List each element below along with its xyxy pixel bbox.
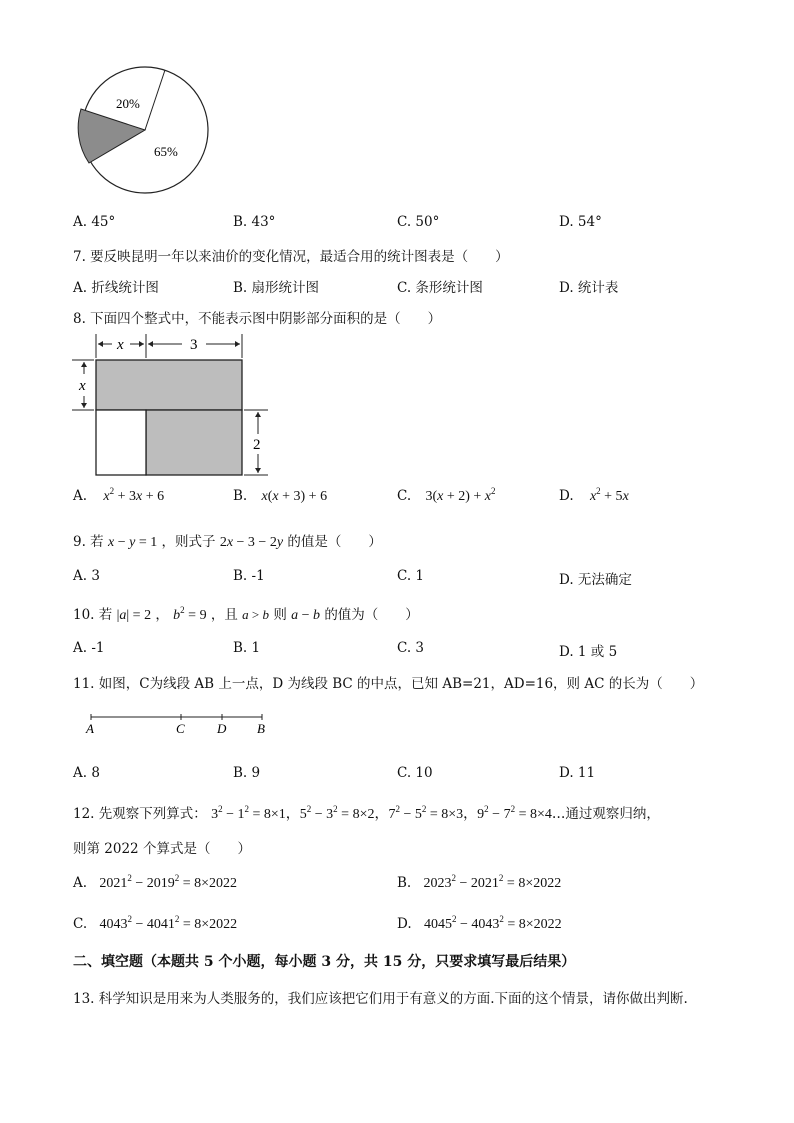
q12-stem-line2: 则第 2022 个算式是（ ） (73, 841, 251, 857)
q10-b-squared: $b^2 = 9$ (173, 605, 207, 623)
q11-segment-figure (80, 708, 280, 738)
q12-stem-line1 (73, 802, 660, 823)
q9-option-b[interactable]: B. -1 (233, 568, 265, 584)
q11-stem: 11. 如图，C为线段 AB 上一点，D 为线段 BC 的中点，已知 AB=21，AD=16，则 AC 的长为（ ） (73, 676, 704, 692)
q12-option-c-letter: C. (73, 916, 88, 932)
q6-option-c[interactable]: C. 50° (397, 214, 440, 230)
q10-a-gt-b: a > b (242, 607, 270, 622)
q11-option-b[interactable]: B. 9 (233, 765, 261, 781)
q11-point-a: A (86, 721, 94, 736)
q10-prefix: 10. 若 (73, 607, 113, 623)
q11-option-d[interactable]: D. 11 (559, 765, 596, 781)
q12-option-c[interactable] (73, 916, 237, 933)
q12-sample-equations: $3^2 - 1^2 = 8\times 1$，$5^2 - 3^2 = 8\times 2$，$7^2 - 5^2 = 8\times 3$，$9^2 - 7^2 = 8\times 4$ (211, 804, 552, 822)
q8-option-a-expr: $x^2 + 3x + 6$ (103, 486, 165, 504)
q12-option-b[interactable] (397, 875, 561, 892)
q12-option-d-letter: D. (397, 916, 412, 932)
q11-point-b: B (257, 721, 265, 736)
q10-then: 则 (273, 607, 287, 623)
q9-prefix: 9. 若 (73, 534, 104, 550)
q10-abs-a: |a| = 2 (116, 608, 152, 623)
pie-chart (70, 62, 220, 202)
q10-a-minus-b: a − b (291, 608, 321, 623)
pie-label-65: 65% (154, 144, 178, 159)
q8-dim-x-left: x (79, 378, 86, 394)
q9-option-a[interactable]: A. 3 (73, 568, 100, 584)
q9-stem (73, 530, 382, 551)
q8-option-c-letter: C. (397, 488, 412, 504)
q12-tail: …通过观察归纳， (551, 806, 660, 822)
q6-option-d[interactable]: D. 54° (559, 214, 602, 230)
q8-dim-3: 3 (190, 337, 198, 353)
q8-white-square (96, 410, 146, 475)
q8-option-b-expr: x(x + 3) + 6 (261, 489, 328, 504)
q8-option-a[interactable] (73, 488, 164, 505)
q10-option-b[interactable]: B. 1 (233, 640, 261, 656)
q9-condition: x − y = 1 (107, 535, 158, 550)
q7-option-a[interactable]: A. 折线统计图 (73, 280, 159, 296)
q8-option-c[interactable] (397, 488, 496, 505)
q10-stem (73, 603, 419, 624)
q9-option-c[interactable]: C. 1 (397, 568, 425, 584)
q9-mid: ，则式子 (161, 534, 216, 550)
q13-stem: 13. 科学知识是用来为人类服务的，我们应该把它们用于有意义的方面.下面的这个情景，请你做出判断. (73, 991, 688, 1007)
q8-option-c-expr: $3(x + 2) + x^2$ (425, 486, 496, 504)
q6-option-b[interactable]: B. 43° (233, 214, 276, 230)
pie-label-20: 20% (116, 96, 140, 111)
q8-stem: 8. 下面四个整式中，不能表示图中阴影部分面积的是（ ） (73, 311, 442, 327)
q12-option-b-expr: $2023^2 - 2021^2 = 8\times 2022$ (423, 873, 562, 891)
q11-point-c: C (176, 721, 185, 736)
q12-option-d-expr: $4045^2 - 4043^2 = 8\times 2022$ (423, 914, 562, 932)
q9-option-d[interactable]: D. 无法确定 (559, 572, 632, 588)
q8-option-b-letter: B. (233, 488, 248, 504)
q8-option-b[interactable] (233, 488, 327, 505)
q10-option-c[interactable]: C. 3 (397, 640, 425, 656)
q12-option-a[interactable] (73, 875, 237, 892)
q7-stem: 7. 要反映昆明一年以来油价的变化情况，最适合用的统计图表是（ ） (73, 249, 509, 265)
q12-prefix: 12. 先观察下列算式： (73, 806, 207, 822)
q8-option-d-letter: D. (559, 488, 574, 504)
q8-option-d-expr: $x^2 + 5x$ (589, 486, 629, 504)
q10-option-a[interactable]: A. -1 (73, 640, 105, 656)
q7-option-c[interactable]: C. 条形统计图 (397, 280, 483, 296)
q8-option-d[interactable] (559, 488, 629, 505)
q11-point-d: D (217, 721, 227, 736)
q10-comma-1: ， (155, 607, 169, 623)
q7-option-d[interactable]: D. 统计表 (559, 280, 619, 296)
q7-option-b[interactable]: B. 扇形统计图 (233, 280, 320, 296)
q8-option-a-letter: A. (73, 488, 88, 504)
q10-option-d[interactable]: D. 1 或 5 (559, 644, 618, 660)
q6-option-a[interactable]: A. 45° (73, 214, 116, 230)
q12-option-a-letter: A. (73, 875, 88, 891)
q10-comma-2: ，且 (210, 607, 238, 623)
q9-suffix: 的值是（ ） (287, 534, 382, 550)
q12-option-a-expr: $2021^2 - 2019^2 = 8\times 2022$ (99, 873, 238, 891)
q12-option-b-letter: B. (397, 875, 412, 891)
q12-option-c-expr: $4043^2 - 4041^2 = 8\times 2022$ (99, 914, 238, 932)
q12-option-d[interactable] (397, 916, 562, 933)
q8-shaded-top (96, 360, 242, 410)
q11-option-a[interactable]: A. 8 (73, 765, 100, 781)
q8-area-figure (70, 330, 275, 480)
q10-suffix: 的值为（ ） (324, 607, 419, 623)
q11-option-c[interactable]: C. 10 (397, 765, 433, 781)
q8-dim-x-top: x (117, 337, 124, 353)
q8-dim-2: 2 (253, 437, 261, 453)
q8-shaded-bottom-right (146, 410, 242, 475)
q9-expression: 2x − 3 − 2y (219, 535, 284, 550)
section2-title: 二、填空题（本题共 5 个小题，每小题 3 分，共 15 分，只要求填写最后结果） (73, 954, 576, 970)
